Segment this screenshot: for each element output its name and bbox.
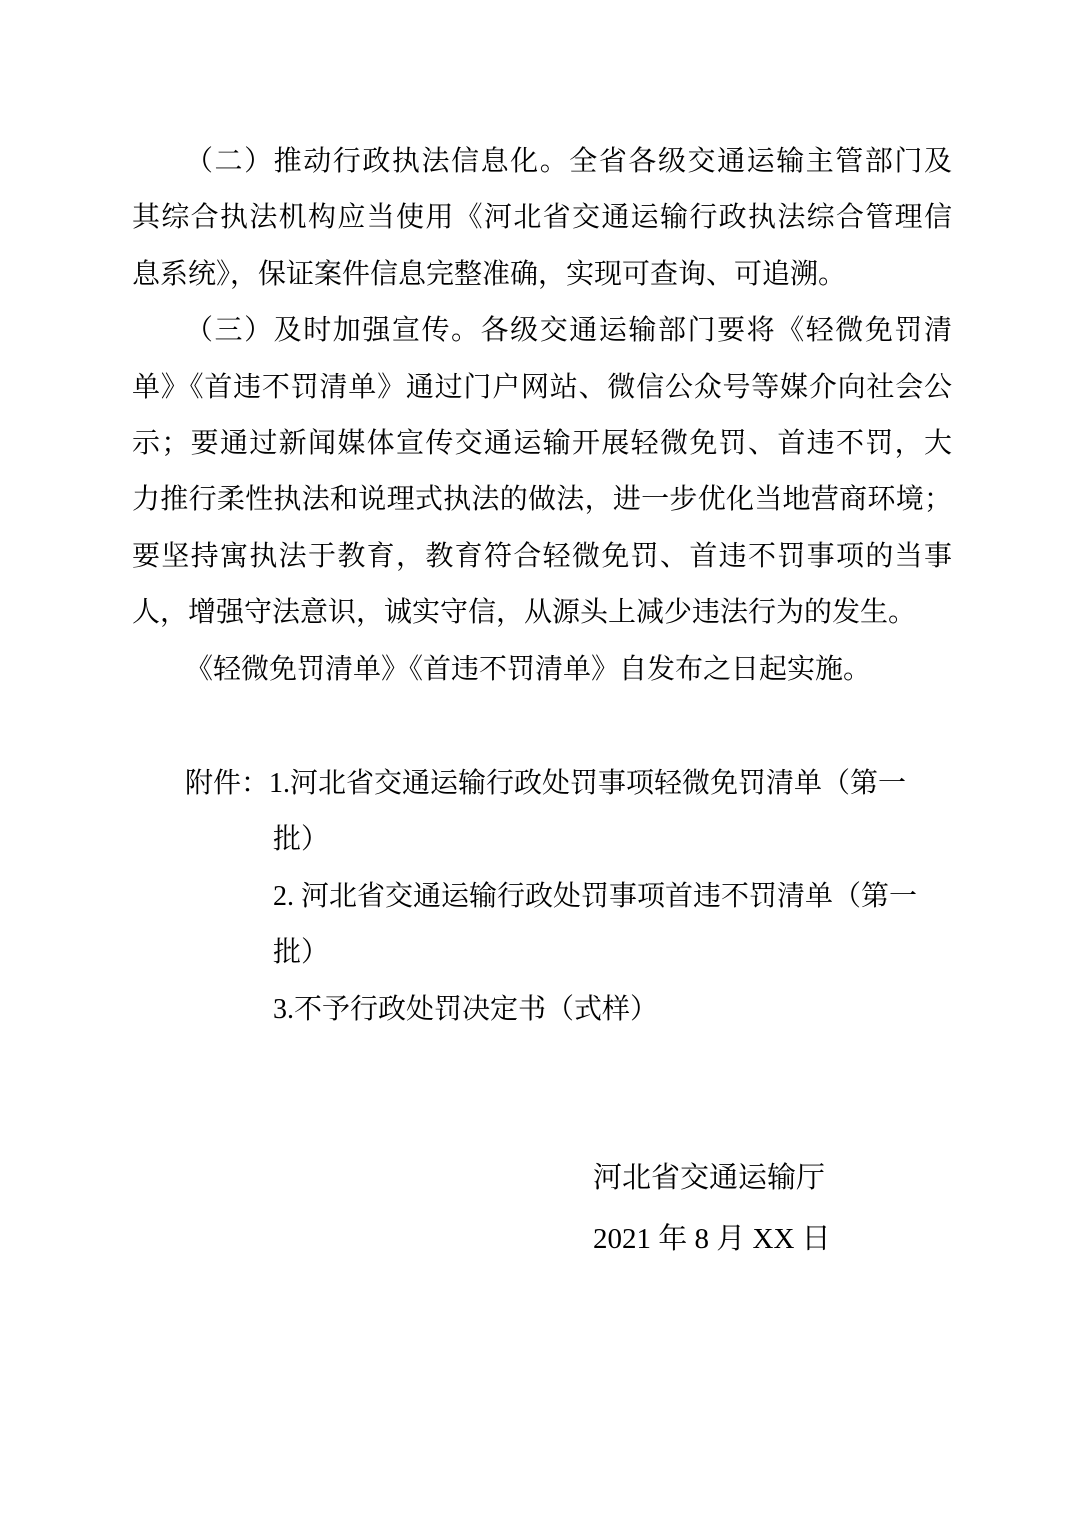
- text-line: 力推行柔性执法和说理式执法的做法，进一步优化当地营商环境；: [132, 484, 952, 516]
- text-line: 息系统》，保证案件信息完整准确，实现可查询、可追溯。: [132, 258, 847, 290]
- text-line: 3.不予行政处罚决定书（式样）: [273, 993, 659, 1025]
- text-line: 《轻微免罚清单》《首违不罚清单》自发布之日起实施。: [185, 653, 872, 685]
- text-line: 2. 河北省交通运输行政处罚事项首违不罚清单（第一: [273, 880, 918, 912]
- attachment-list-block: [132, 756, 992, 1038]
- signature-org: 河北省交通运输厅: [593, 1162, 826, 1194]
- body-text-block: [132, 134, 952, 698]
- signature-block: [593, 1148, 831, 1270]
- text-line: 批）: [273, 824, 330, 856]
- text-line: （二）推动行政执法信息化。全省各级交通运输主管部门及: [185, 146, 952, 177]
- text-line: 要坚持寓执法于教育，教育符合轻微免罚、首违不罚事项的当事: [132, 540, 952, 572]
- text-line: 示；要通过新闻媒体宣传交通运输开展轻微免罚、首违不罚，大: [132, 427, 952, 459]
- text-line: 附件：1.河北省交通运输行政处罚事项轻微免罚清单（第一: [185, 768, 907, 799]
- signature-date: 2021 年 8 月 XX 日: [593, 1223, 831, 1255]
- text-line: 人，增强守法意识，诚实守信，从源头上减少违法行为的发生。: [132, 597, 917, 629]
- text-line: 其综合执法机构应当使用《河北省交通运输行政执法综合管理信: [132, 202, 952, 234]
- text-line: （三）及时加强宣传。各级交通运输部门要将《轻微免罚清: [185, 315, 952, 347]
- text-line: 单》《首违不罚清单》通过门户网站、微信公众号等媒介向社会公: [132, 371, 952, 403]
- text-line: 批）: [273, 937, 330, 969]
